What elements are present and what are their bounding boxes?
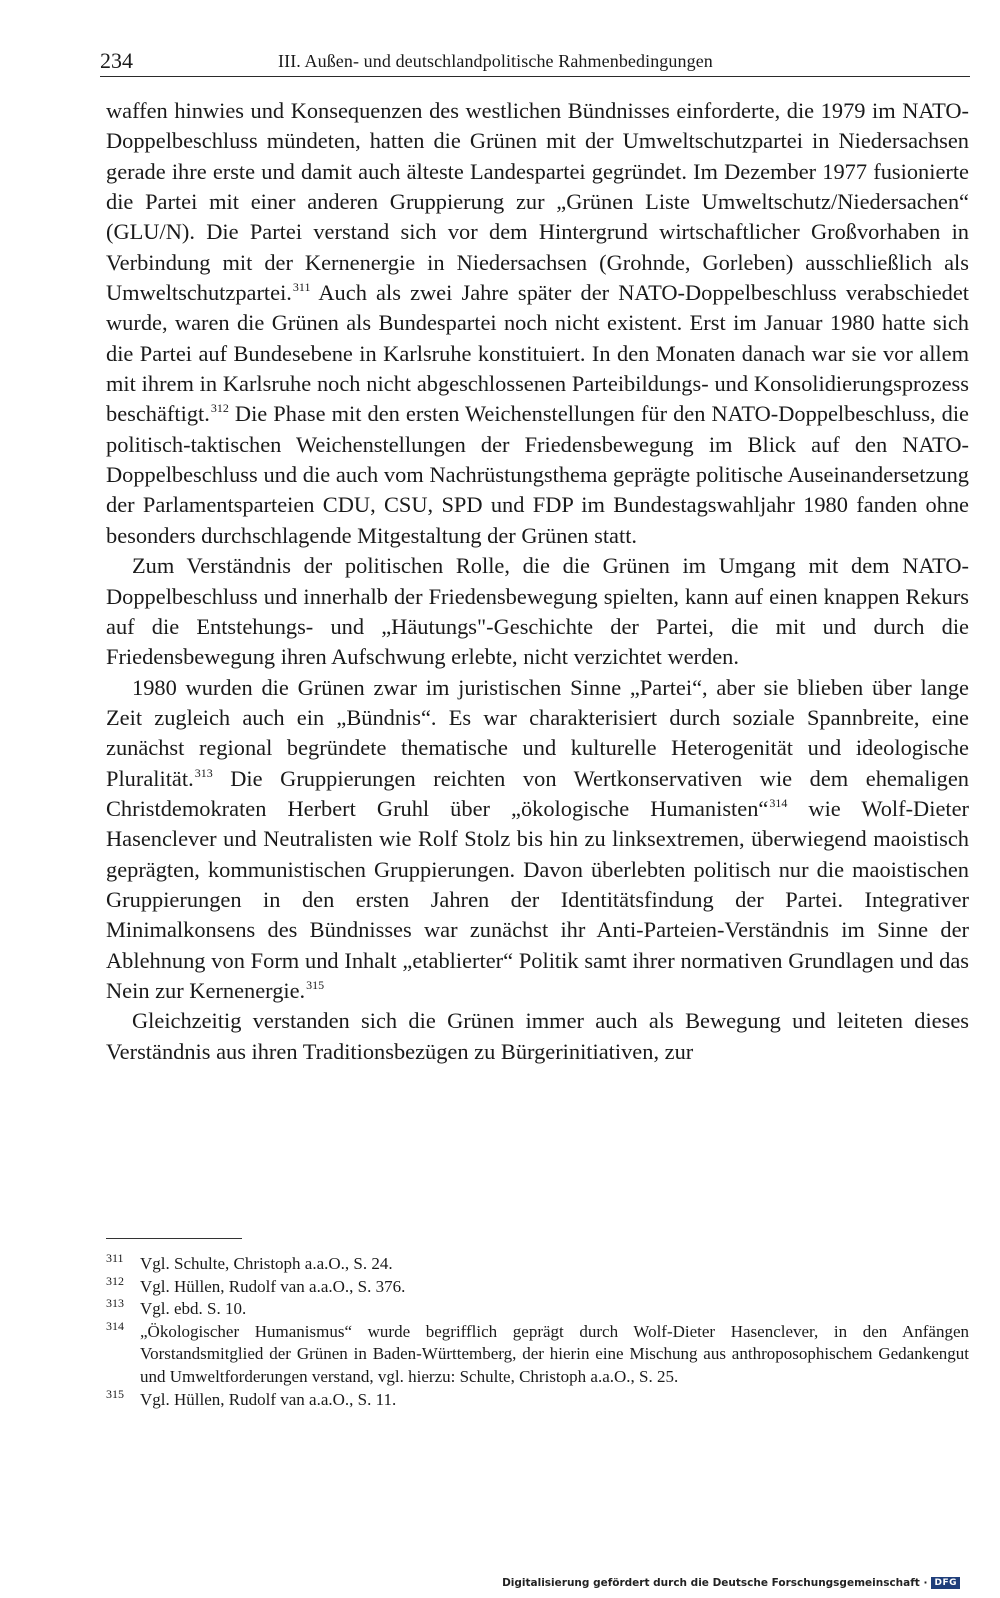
dfg-logo: DFG bbox=[931, 1577, 960, 1589]
main-text bbox=[106, 96, 969, 1067]
footnote-number: 313 bbox=[106, 1296, 124, 1311]
footnote-313 bbox=[106, 1298, 969, 1321]
paragraph-1-part-b: Auch als zwei Jahre später der NATO-Doppelbeschluss verabschiedet wurde, waren die Grünen als Bundespartei noch nicht existent. Erst im Januar 1980 hatte sich die Partei auf Bundesebene in Karlsruhe konstituiert. In den Monaten danach war sie vor allem mit ihrem in Karlsruhe noch nicht abgeschlossenen Parteibildungs- und Konsolidierungsprozess beschäftigt. bbox=[106, 280, 969, 427]
paragraph-3-part-c: wie Wolf-Dieter Hasenclever und Neutralisten wie Rolf Stolz bis hin zu linksextremen, überwiegend maoistisch geprägten, kommunistischen Gruppierungen. Davon überlebten politisch nur die maoistischen Gruppierungen in den ersten Jahren der Identitätsfindung der Partei. Integrativer Minimalkonsens des Bündnisses war zunächst ihr Anti-Parteien-Verständnis im Sinne der Ablehnung von Form und Inhalt „etablierter“ Politik samt ihrer normativen Grundlagen und das Nein zur Kernenergie. bbox=[106, 795, 969, 1003]
footnote-number: 311 bbox=[106, 1251, 124, 1265]
footnote-312 bbox=[106, 1273, 969, 1299]
paragraph-3 bbox=[106, 673, 969, 1007]
footnote-text: Vgl. Schulte, Christoph a.a.O., S. 24. bbox=[140, 1254, 393, 1273]
footnote-315 bbox=[106, 1386, 969, 1412]
paragraph-4: Gleichzeitig verstanden sich die Grünen immer auch als Bewegung und leiteten dieses Verständnis aus ihren Traditionsbezügen zu Bürgerinitiativen, zur bbox=[106, 1008, 969, 1064]
footnote-ref-313: 313 bbox=[194, 765, 213, 780]
footnote-314 bbox=[106, 1318, 969, 1389]
paragraph-1 bbox=[106, 96, 969, 551]
paragraph-3-part-a: 1980 wurden die Grünen zwar im juristischen Sinne „Partei“, aber sie blieben über lange Zeit zugleich auch ein „Bündnis“. Es war charakterisiert durch soziale Spannbreite, eine zunächst regional begründete thematische und kulturelle Heterogenität und ideologische Pluralität. bbox=[106, 674, 969, 791]
chapter-title: III. Außen- und deutschlandpolitische Rahmenbedingungen bbox=[278, 51, 713, 71]
footnote-number: 315 bbox=[106, 1386, 124, 1401]
footnote-text: „Ökologischer Humanismus“ wurde begrifflich geprägt durch Wolf-Dieter Hasenclever, in den Anfängen Vorstandsmitglied der Grünen in Baden-Württemberg, der hierin eine Mischung aus anthroposophischem Gedankengut und Umweltforderungen verstand, vgl. hierzu: Schulte, Christoph a.a.O., S. 25. bbox=[140, 1321, 969, 1386]
running-header bbox=[100, 46, 970, 77]
paragraph-1-part-a: waffen hinwies und Konsequenzen des westlichen Bündnisses einforderte, die 1979 im NATO-Doppelbeschluss mündeten, hatten die Grünen mit der Umweltschutzpartei in Niedersachsen gerade ihre erste und damit auch älteste Landespartei gegründet. Im Dezember 1977 fusionierte die Partei mit einer anderen Gruppierung zur „Grünen Liste Umweltschutz/Niedersachen“ (GLU/N). Die Partei verstand sich vor dem Hintergrund wirtschaftlicher Großvorhaben in Verbindung mit der Kernenergie in Niedersachsen (Grohnde, Gorleben) ausschließlich als Umweltschutzpartei. bbox=[106, 98, 969, 306]
digitization-credit bbox=[502, 1577, 960, 1589]
footnotes bbox=[106, 1253, 969, 1411]
footnote-ref-315: 315 bbox=[306, 977, 325, 992]
footnote-number: 314 bbox=[106, 1318, 124, 1333]
credit-text: Digitalisierung gefördert durch die Deutsche Forschungsgemeinschaft · bbox=[502, 1577, 928, 1589]
footnote-text: Vgl. Hüllen, Rudolf van a.a.O., S. 376. bbox=[140, 1276, 406, 1296]
footnote-text: Vgl. ebd. S. 10. bbox=[140, 1299, 247, 1319]
footnote-text: Vgl. Hüllen, Rudolf van a.a.O., S. 11. bbox=[140, 1389, 397, 1409]
paragraph-3-part-b: Die Gruppierungen reichten von Wertkonservativen wie dem ehemaligen Christdemokraten Herbert Gruhl über „ökologische Humanisten“ bbox=[106, 765, 969, 821]
footnote-ref-311: 311 bbox=[292, 280, 311, 295]
paragraph-1-part-c: Die Phase mit den ersten Weichenstellungen für den NATO-Doppelbeschluss, die politisch-taktischen Weichenstellungen der Friedensbewegung im Blick auf den NATO-Doppelbeschluss und die auch vom Nachrüstungsthema geprägte politische Auseinandersetzung der Parlamentsparteien CDU, CSU, SPD und FDP im Bundestagswahljahr 1980 fanden ohne besonders durchschlagende Mitgestaltung der Grünen statt. bbox=[106, 401, 969, 548]
footnote-separator bbox=[106, 1238, 242, 1239]
footnote-ref-314: 314 bbox=[769, 795, 788, 810]
paragraph-2: Zum Verständnis der politischen Rolle, die die Grünen im Umgang mit dem NATO-Doppelbeschluss und innerhalb der Friedensbewegung spielten, kann auf einen knappen Rekurs auf die Entstehungs- und „Häutungs"-Geschichte der Partei, die mit und durch die Friedensbewegung ihren Aufschwung erlebte, nicht verzichtet werden. bbox=[106, 553, 969, 670]
footnote-311 bbox=[106, 1253, 969, 1276]
footnote-ref-312: 312 bbox=[210, 401, 229, 416]
footnote-number: 312 bbox=[106, 1273, 124, 1288]
page-number: 234 bbox=[100, 48, 133, 73]
